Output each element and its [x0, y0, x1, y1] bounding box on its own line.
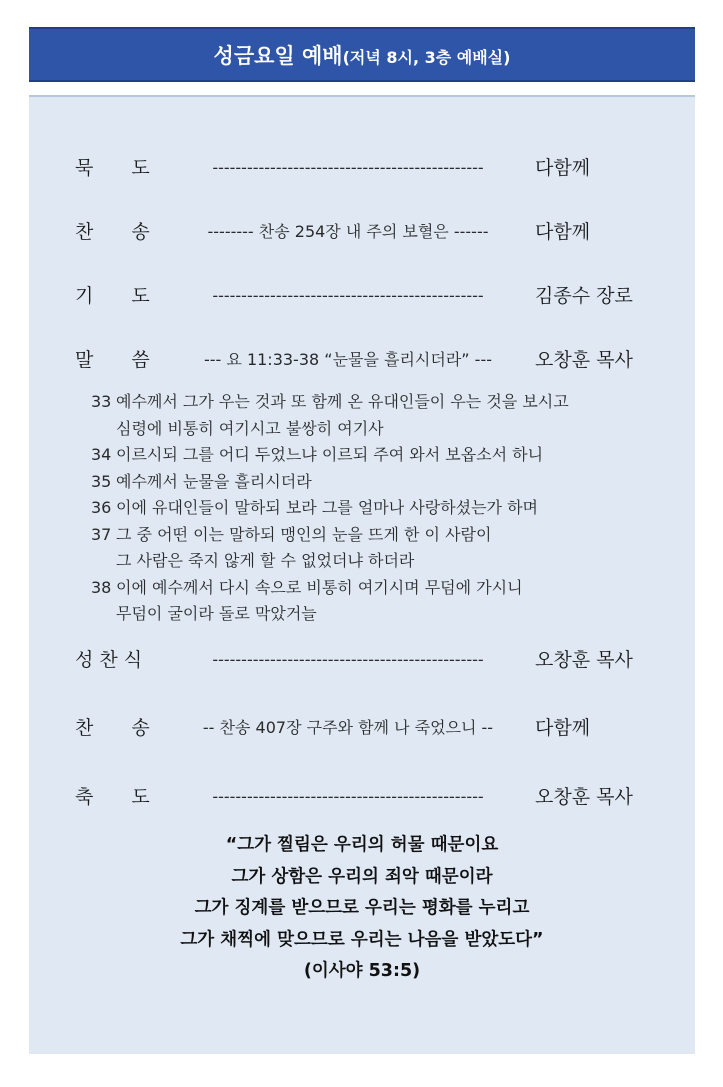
verse-number: 38 [91, 577, 112, 597]
quote-source: (이사야 53:5) [303, 961, 421, 981]
verse-text: 그 중 어떤 이는 말하되 맹인의 눈을 뜨게 한 이 사람이 [116, 524, 492, 544]
verse-33-continuation: 심령에 비통히 여기시고 불쌍히 여기사 [116, 418, 384, 438]
order-item-leader-line: ----------------------------------------------- [212, 286, 484, 305]
order-item-person: 다함께 [535, 221, 591, 243]
verse-36 [91, 495, 661, 522]
order-of-service-panel [29, 95, 695, 1054]
order-item-label: 묵 도 [75, 157, 150, 179]
closing-scripture-quote [29, 830, 695, 988]
quote-line: “그가 찔림은 우리의 허물 때문이요 [225, 835, 499, 855]
service-title [214, 40, 511, 70]
verse-text: 예수께서 그가 우는 것과 또 함께 온 유대인들이 우는 것을 보시고 [116, 392, 569, 411]
verse-34 [91, 442, 661, 469]
header-banner [29, 27, 695, 82]
verse-38-continuation: 무덤이 굴이라 돌로 막았거늘 [116, 604, 317, 623]
service-title-main: 성금요일 예배 [213, 43, 343, 68]
order-item-hymn-detail: -------- 찬송 254장 내 주의 보혈은 ------ [207, 222, 489, 241]
order-item-hymn-detail: -- 찬송 407장 구주와 함께 나 죽었으니 -- [202, 718, 494, 737]
verse-number: 36 [91, 498, 112, 517]
verse-text: 이에 예수께서 다시 속으로 비통히 여기시며 무덤에 가시니 [116, 577, 523, 597]
order-item-label: 성 찬 식 [75, 649, 143, 671]
quote-line: 그가 상함은 우리의 죄악 때문이라 [231, 866, 493, 887]
order-item-label: 기 도 [75, 285, 150, 307]
quote-line: 그가 채찍에 맞으므로 우리는 나음을 받았도다” [180, 929, 544, 950]
order-item-label: 찬 송 [75, 717, 150, 739]
quote-line: 그가 징계를 받으므로 우리는 평화를 누리고 [194, 898, 530, 918]
verse-35 [91, 469, 661, 496]
verse-number: 33 [91, 392, 112, 411]
verse-text: 이에 유대인들이 말하되 보라 그를 얼마나 사랑하셨는가 하며 [116, 498, 539, 517]
service-time-location: (저녁 8시, 3층 예배실) [342, 47, 511, 67]
verse-text: 예수께서 눈물을 흘리시더라 [116, 471, 312, 491]
order-item-person: 오창훈 목사 [535, 649, 633, 671]
order-item-label: 찬 송 [75, 221, 150, 243]
verse-33 [91, 389, 661, 416]
order-item-label: 축 도 [75, 786, 150, 808]
order-item-label: 말 씀 [75, 349, 150, 371]
verse-number: 37 [91, 524, 112, 544]
verse-37 [91, 522, 661, 549]
order-item-person: 다함께 [535, 157, 591, 179]
order-item-person: 김종수 장로 [535, 285, 633, 307]
order-item-hymn-1 [75, 217, 655, 247]
order-item-prayer [75, 281, 655, 311]
order-item-leader-line: ----------------------------------------------- [212, 650, 484, 669]
order-item-leader-line: ----------------------------------------------- [212, 158, 484, 177]
order-item-person: 오창훈 목사 [535, 349, 633, 371]
order-item-person: 오창훈 목사 [535, 786, 633, 808]
verse-number: 35 [91, 471, 112, 491]
verse-37-continuation: 그 사람은 죽지 않게 할 수 없었더냐 하더라 [116, 551, 415, 570]
verse-number: 34 [91, 445, 112, 464]
order-item-scripture-reference: --- 요 11:33-38 “눈물을 흘리시더라” --- [204, 350, 492, 369]
verse-text: 이르시되 그를 어디 두었느냐 이르되 주여 와서 보옵소서 하니 [116, 445, 544, 464]
scripture-passage [91, 389, 661, 628]
verse-38 [91, 575, 661, 602]
order-item-person: 다함께 [535, 717, 591, 739]
order-item-silent-prayer [75, 153, 655, 183]
order-item-communion [75, 645, 655, 675]
order-item-benediction [75, 782, 655, 812]
order-item-sermon [75, 345, 655, 375]
order-item-hymn-2 [75, 713, 655, 743]
order-item-leader-line: ----------------------------------------------- [212, 787, 484, 806]
